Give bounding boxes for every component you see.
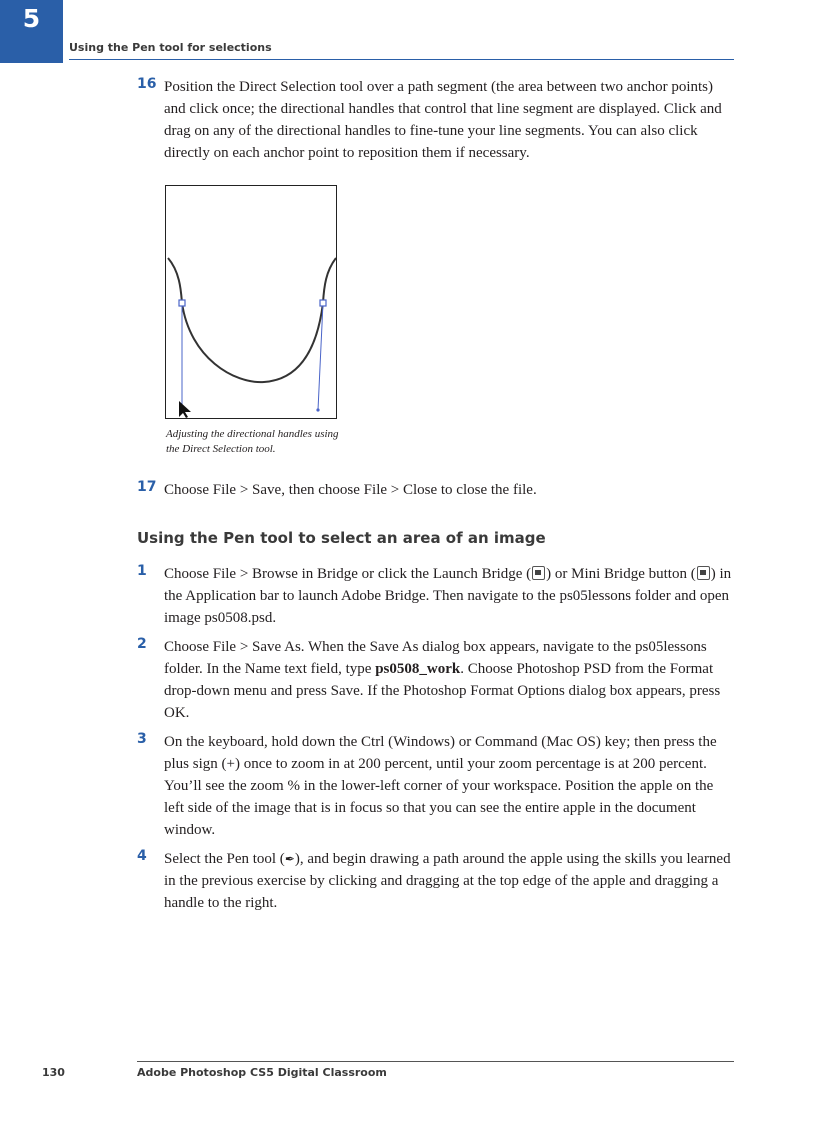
step-text: Select the Pen tool (✒), and begin drawing a path around the apple using the skills you learned in the previous exercise by clicking and dragging at the top edge of the apple and dragging a handle to the right.: [164, 848, 737, 914]
step-number: 4: [137, 848, 147, 864]
caption-line-1: Adjusting the directional handles using: [166, 428, 339, 440]
filename-bold: ps0508_work: [375, 661, 461, 677]
chapter-number-badge: 5: [0, 0, 63, 63]
step-text: Position the Direct Selection tool over a path segment (the area between two anchor points) and click once; the directional handles that control that line segment are displayed. Click and drag on any of the directional handles to fine-tune your line segments. You can also click directly on each anchor point to reposition them if necessary.: [164, 79, 722, 161]
header-rule: [69, 59, 734, 60]
mini-bridge-icon: [697, 566, 710, 580]
curved-path: [168, 258, 336, 382]
section-heading: Using the Pen tool to select an area of an image: [137, 529, 546, 547]
pen-tool-icon: ✒: [284, 852, 295, 866]
path-illustration: [166, 186, 336, 418]
path-figure: [165, 185, 337, 419]
step-text: On the keyboard, hold down the Ctrl (Windows) or Command (Mac OS) key; then press the plus sign (+) once to zoom in at 200 percent, until your zoom percentage is at 200 percent. You’ll see the zoom % in the lower-left corner of your workspace. Position the apple on the left side of the image that is in focus so that you can see the entire apple in the document window.: [164, 734, 717, 838]
launch-bridge-icon: [532, 566, 545, 580]
left-anchor-point: [179, 300, 185, 306]
figure-caption: [166, 427, 366, 457]
handle-end-point: [316, 408, 319, 411]
right-anchor-point: [320, 300, 326, 306]
step-17: [137, 479, 737, 501]
step-3: [137, 731, 737, 841]
step-1: [137, 563, 737, 629]
step-number: 17: [137, 479, 157, 495]
step-16: [137, 76, 737, 164]
step-4: [137, 848, 737, 914]
step-2: [137, 636, 737, 724]
footer-book-title: Adobe Photoshop CS5 Digital Classroom: [137, 1066, 387, 1079]
step-text: Choose File > Save As. When the Save As dialog box appears, navigate to the ps05lessons folder. In the Name text field, type ps0508_work. Choose Photoshop PSD from the Format drop-down menu and press Save. If the Photoshop Format Options dialog box appears, press OK.: [164, 639, 721, 721]
direct-selection-cursor-icon: [179, 401, 191, 418]
footer-rule: [137, 1061, 734, 1062]
step-number: 1: [137, 563, 147, 579]
step-number: 16: [137, 76, 157, 92]
caption-line-2: the Direct Selection tool.: [166, 443, 276, 455]
step-number: 2: [137, 636, 147, 652]
step-text: Choose File > Browse in Bridge or click the Launch Bridge ( ) or Mini Bridge button ( ) in the Application bar to launch Adobe Bridge. Then navigate to the ps05lessons folder and open image ps0508.psd.: [164, 566, 732, 626]
step-text: Choose File > Save, then choose File > Close to close the file.: [164, 482, 537, 498]
running-head: Using the Pen tool for selections: [69, 41, 272, 54]
step-number: 3: [137, 731, 147, 747]
page-number: 130: [42, 1066, 65, 1079]
